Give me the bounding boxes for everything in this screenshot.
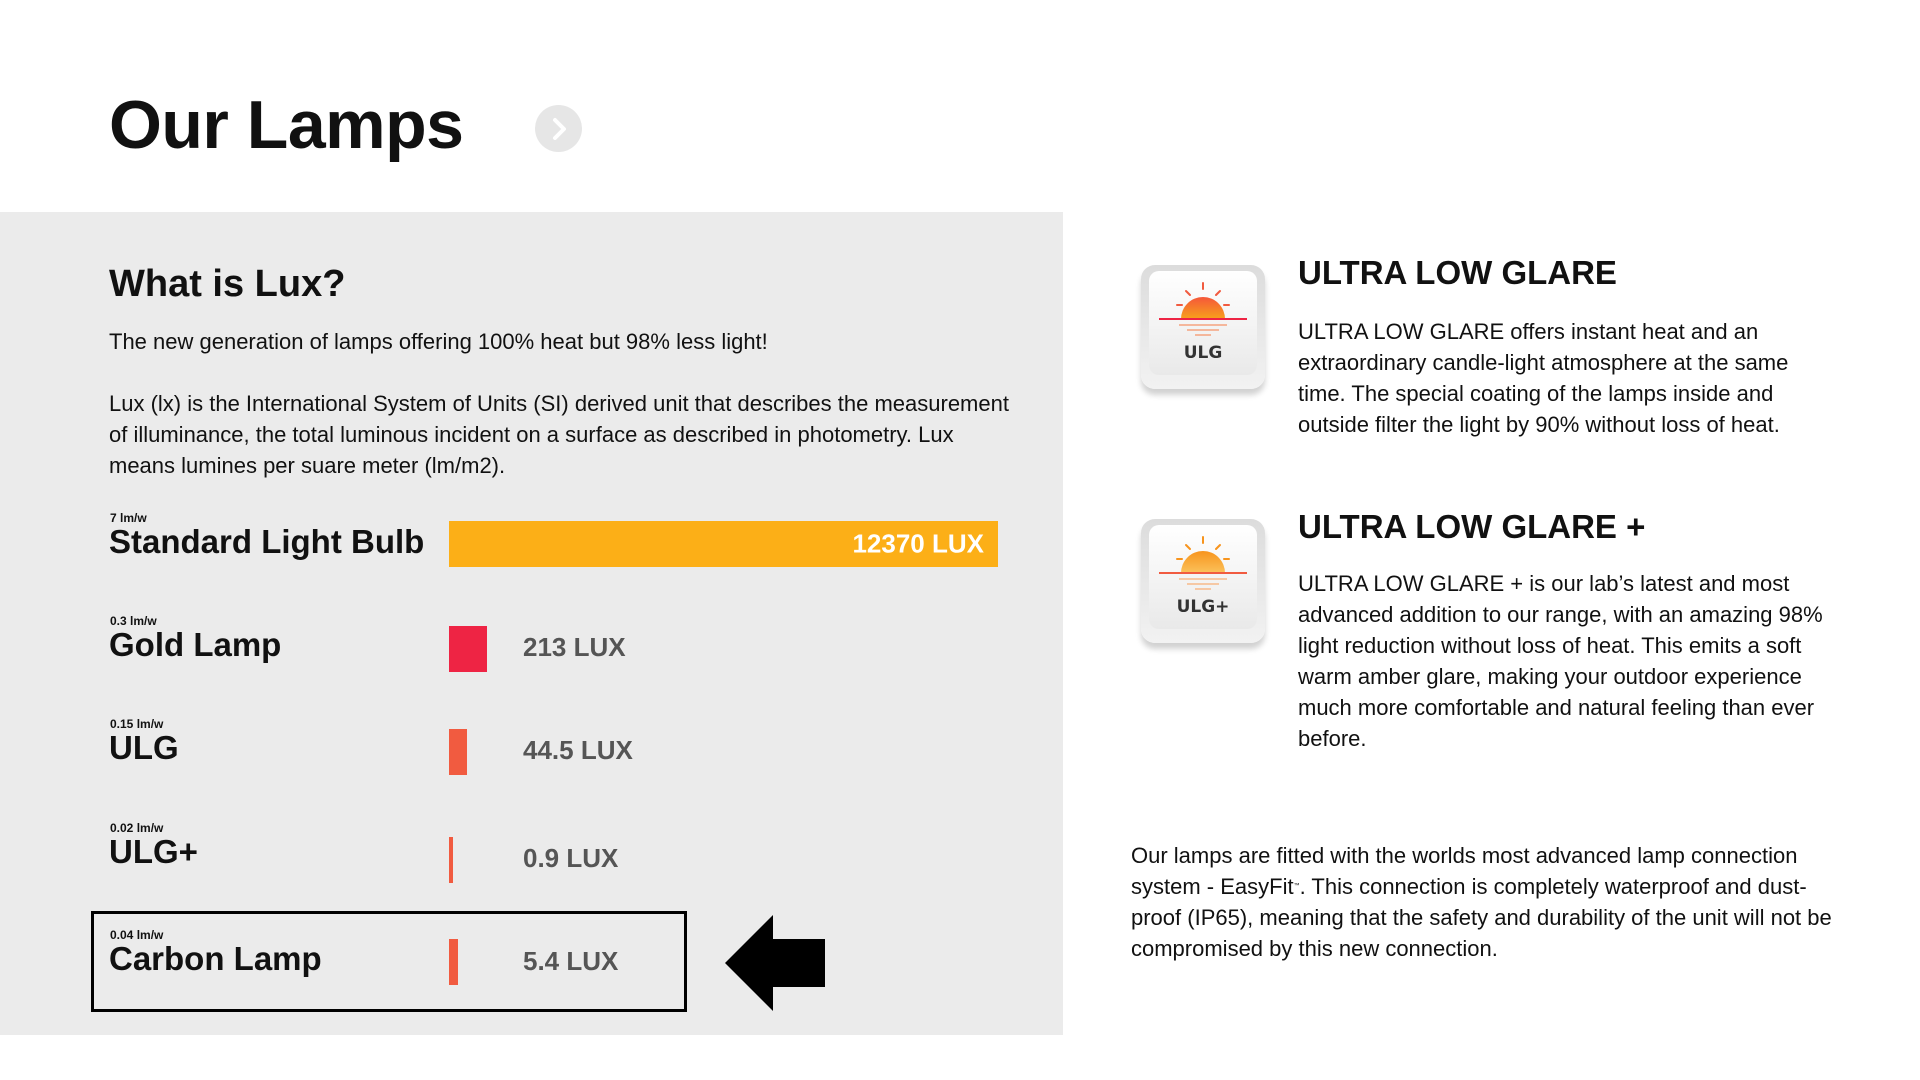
lux-definition: Lux (lx) is the International System of Units (SI) derived unit that describes the measurement of illuminance, the total luminous incident on a surface as described in photometry. Lux means lumines per suare meter (lm/m2). xyxy=(109,391,1009,478)
lux-bar-ulg xyxy=(449,729,467,775)
ulg-badge xyxy=(1141,265,1265,389)
trademark-symbol: ™ xyxy=(1293,883,1300,889)
lux-intro: The new generation of lamps offering 100% heat but 98% less light! xyxy=(109,329,768,354)
page-title: Our Lamps xyxy=(109,87,464,163)
lux-value: 213 LUX xyxy=(523,632,626,662)
lamp-name: Standard Light Bulb xyxy=(109,523,425,560)
ulg-badge-label: ULG xyxy=(1183,343,1223,363)
lamp-efficiency: 0.3 lm/w xyxy=(110,614,157,628)
lux-value: 44.5 LUX xyxy=(523,735,633,765)
ulg-description: ULTRA LOW GLARE offers instant heat and an extraordinary candle-light atmosphere at the same time. The special coating of the lamps inside and outside filter the light by 90% without loss of heat. xyxy=(1298,319,1789,437)
lamp-name: ULG xyxy=(109,729,179,766)
easyfit-text-2: . This connection is completely waterproof and dust-proof (IP65), meaning that the safety and durability of the unit will not be compromised by this new connection. xyxy=(1131,874,1832,961)
lamp-row-ulg xyxy=(0,717,1063,807)
ulg-title: ULTRA LOW GLARE xyxy=(1298,254,1617,291)
ulg-plus-badge-label: ULG+ xyxy=(1176,597,1230,617)
lamp-row-standard xyxy=(0,511,1063,601)
sunset-icon xyxy=(1149,271,1257,341)
highlight-box-carbon-lamp xyxy=(91,911,687,1012)
lux-value-label: 12370 LUX xyxy=(852,528,984,559)
lux-heading: What is Lux? xyxy=(109,263,346,305)
ulg-plus-badge xyxy=(1141,519,1265,643)
arrow-left-icon xyxy=(725,915,825,1011)
lamp-name: ULG+ xyxy=(109,833,198,870)
ulg-plus-title: ULTRA LOW GLARE + xyxy=(1298,508,1646,545)
lamp-efficiency: 0.15 lm/w xyxy=(110,717,164,731)
next-button[interactable] xyxy=(535,105,582,152)
lux-bar-standard xyxy=(449,521,998,567)
lux-bar-ulg-plus xyxy=(449,837,453,883)
ulg-plus-description: ULTRA LOW GLARE + is our lab’s latest and most advanced addition to our range, with an amazing 98% light reduction without loss of heat. This emits a soft warm amber glare, making your outdoor experience much more comfortable and natural feeling than ever before. xyxy=(1298,571,1823,751)
chevron-right-icon xyxy=(549,117,569,141)
easyfit-paragraph xyxy=(1131,840,1851,964)
lamp-name: Gold Lamp xyxy=(109,626,282,663)
sunset-icon xyxy=(1149,525,1257,595)
lamp-row-gold xyxy=(0,614,1063,704)
lamp-efficiency: 0.04 lm/w xyxy=(110,928,164,942)
lamp-name: Carbon Lamp xyxy=(109,940,322,977)
lux-value: 5.4 LUX xyxy=(523,946,619,976)
easyfit-text-1: Our lamps are fitted with the worlds most advanced lamp connection system - EasyFit xyxy=(1131,843,1798,899)
lamp-row-ulg-plus xyxy=(0,821,1063,911)
lux-value: 0.9 LUX xyxy=(523,843,619,873)
lamp-efficiency: 0.02 lm/w xyxy=(110,821,164,835)
lux-bar-gold xyxy=(449,626,487,672)
lamp-efficiency: 7 lm/w xyxy=(110,511,147,525)
